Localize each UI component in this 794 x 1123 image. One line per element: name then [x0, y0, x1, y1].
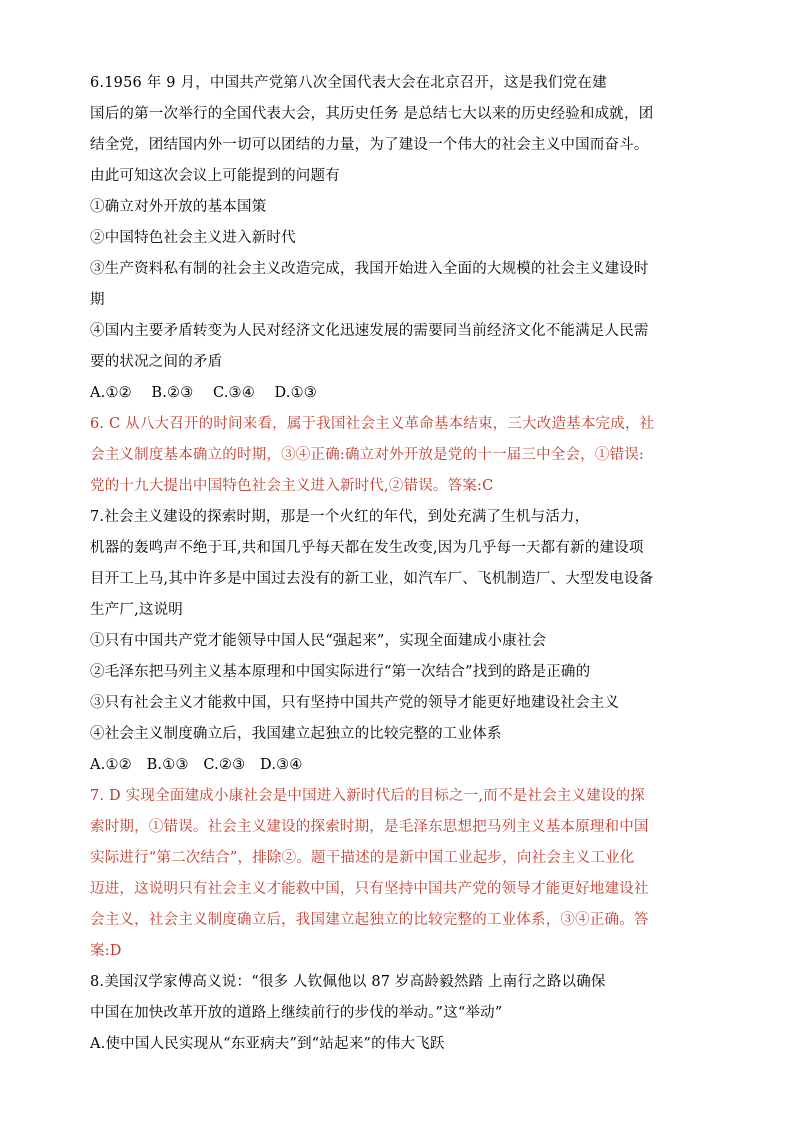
text-line: 期 [90, 292, 105, 308]
text-line: ①确立对外开放的基本国策 [90, 199, 267, 215]
answer-line: 索时期，①错误。社会主义建设的探索时期，是毛泽东思想把马列主义基本原理和中国 [90, 819, 649, 835]
text-line: ④社会主义制度确立后，我国建立起独立的比较完整的工业体系 [90, 726, 502, 742]
text-line: ①只有中国共产党才能领导中国人民“强起来”，实现全面建成小康社会 [90, 633, 547, 649]
text-line: 中国在加快改革开放的道路上继续前行的步伐的举动。”这“举动” [90, 1005, 503, 1021]
text-line: ②毛泽东把马列主义基本原理和中国实际进行“第一次结合”找到的路是正确的 [90, 664, 591, 680]
answer-line: 党的十九大提出中国特色社会主义进入新时代,②错误。答案:C [90, 478, 494, 494]
text-line: 机器的轰鸣声不绝于耳,共和国几乎每天都在发生改变,因为几乎每一天都有新的建设项 [90, 540, 644, 556]
answer-line: 迈进，这说明只有社会主义才能救中国，只有坚持中国共产党的领导才能更好地建设社 [90, 881, 649, 897]
text-line: 要的状况之间的矛盾 [90, 354, 223, 370]
text-line: ③只有社会主义才能救中国，只有坚持中国共产党的领导才能更好地建设社会主义 [90, 695, 620, 711]
answer-line: 6. C 从八大召开的时间来看，属于我国社会主义革命基本结束，三大改造基本完成，社 [90, 416, 655, 432]
answer-line: 案:D [90, 943, 122, 959]
text-line: ②中国特色社会主义进入新时代 [90, 230, 296, 246]
text-line: 7.社会主义建设的探索时期，那是一个火红的年代，到处充满了生机与活力， [90, 509, 590, 525]
answer-line: 7. D 实现全面建成小康社会是中国进入新时代后的目标之一,而不是社会主义建设的探 [90, 788, 645, 804]
text-line: ③生产资料私有制的社会主义改造完成，我国开始进入全面的大规模的社会主义建设时 [90, 261, 649, 277]
text-line: 生产厂,这说明 [90, 602, 184, 618]
text-line: ④国内主要矛盾转变为人民对经济文化迅速发展的需要同当前经济文化不能满足人民需 [90, 323, 649, 339]
text-line: 国后的第一次举行的全国代表大会，其历史任务 是总结七大以来的历史经验和成就，团 [90, 106, 654, 122]
text-line: A.①② B.②③ C.③④ D.①③ [90, 385, 317, 401]
text-line: 目开工上马,其中许多是中国过去没有的新工业，如汽车厂、飞机制造厂、大型发电设备 [90, 571, 654, 587]
text-line: 结全党，团结国内外一切可以团结的力量，为了建设一个伟大的社会主义中国而奋斗。 [90, 137, 649, 153]
text-line: 6.1956 年 9 月，中国共产党第八次全国代表大会在北京召开，这是我们党在建 [90, 75, 607, 91]
answer-line: 会主义，社会主义制度确立后，我国建立起独立的比较完整的工业体系，③④正确。答 [90, 912, 649, 928]
text-line: A.使中国人民实现从“东亚病夫”到“站起来”的伟大飞跃 [90, 1036, 445, 1052]
text-line: 由此可知这次会议上可能提到的问题有 [90, 168, 340, 184]
text-line: A.①② B.①③ C.②③ D.③④ [90, 757, 303, 773]
text-line: 8.美国汉学家傅高义说：“很多 人钦佩他以 87 岁高龄毅然踏 上南行之路以确保 [90, 974, 606, 990]
answer-line: 会主义制度基本确立的时期，③④正确:确立对外开放是党的十一届三中全会，①错误: [90, 447, 645, 463]
answer-line: 实际进行“第二次结合”，排除②。题干描述的是新中国工业起步，向社会主义工业化 [90, 850, 635, 866]
